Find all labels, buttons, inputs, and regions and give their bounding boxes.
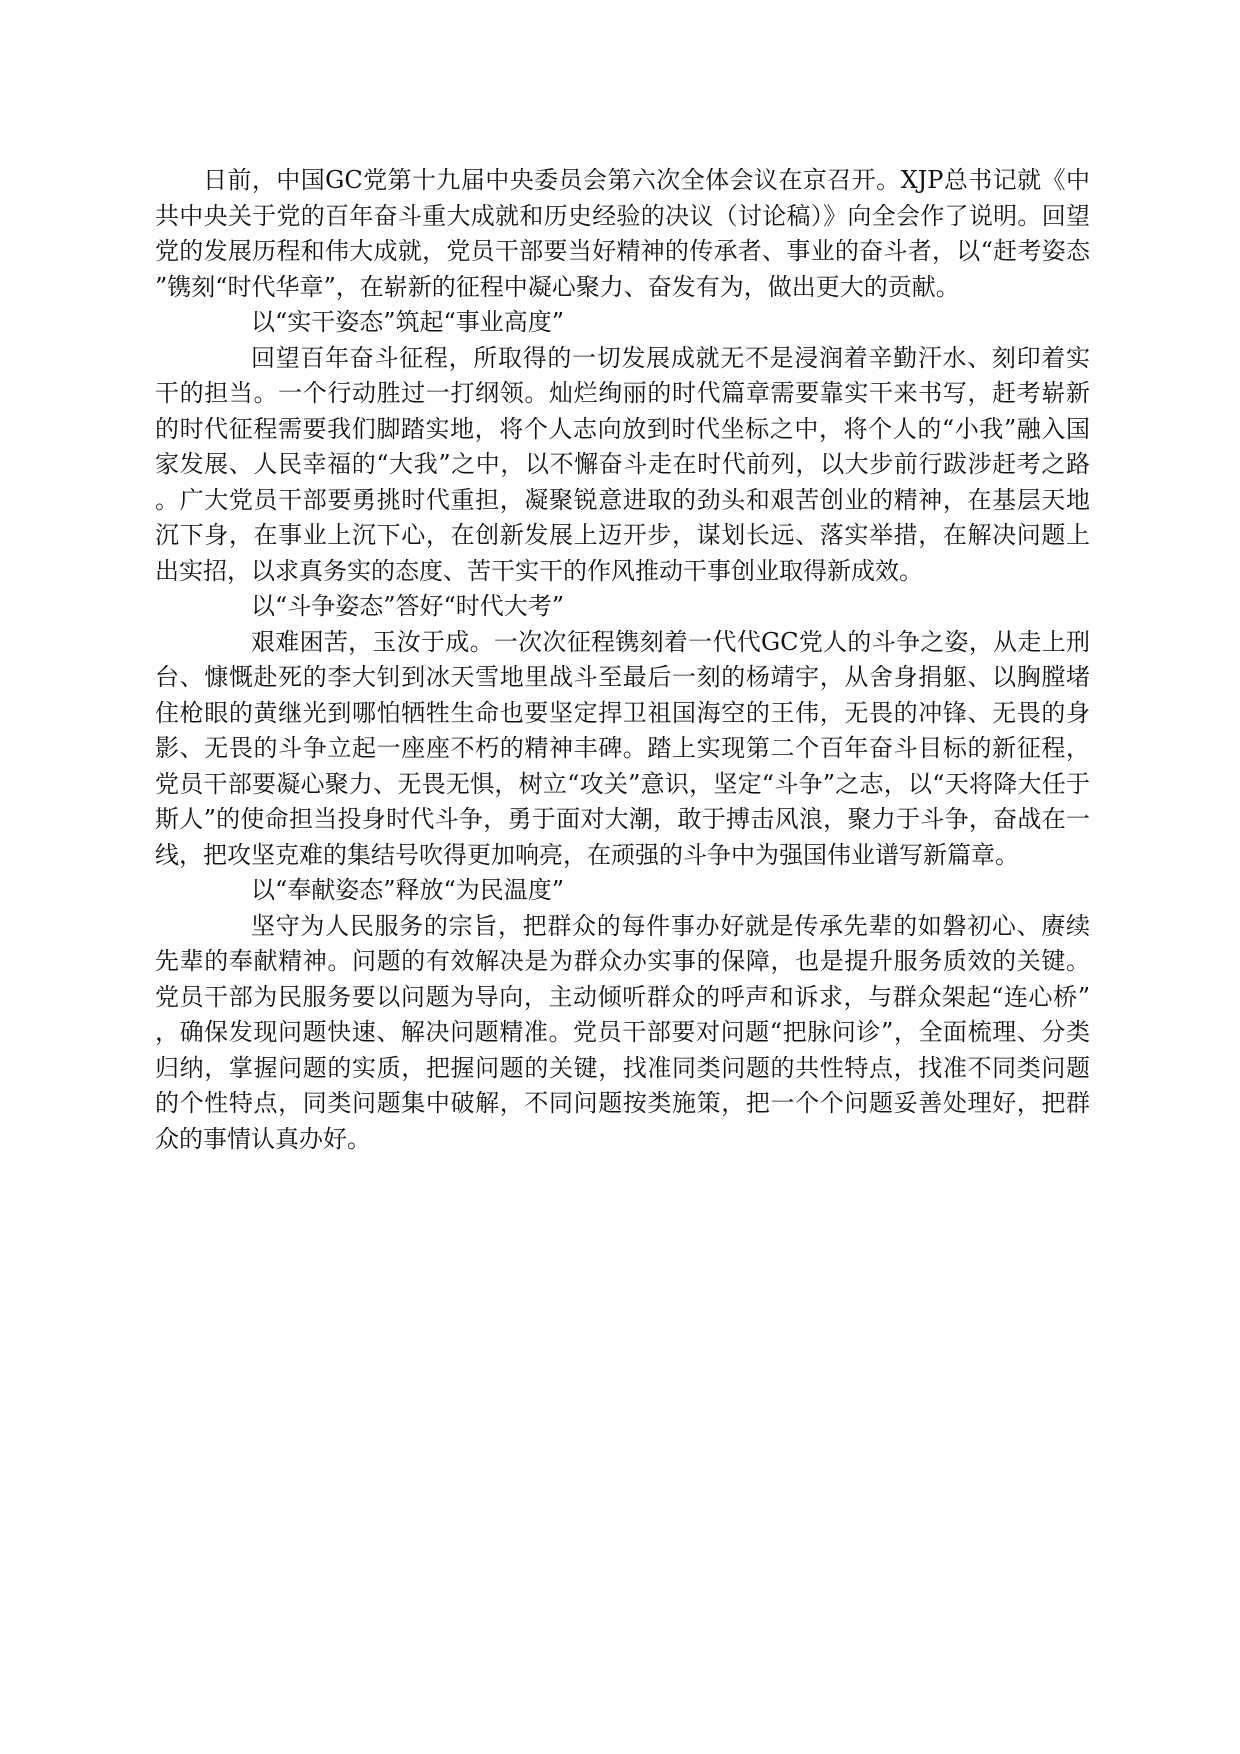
document-body <box>155 163 1090 1157</box>
section-paragraph-1: 回望百年奋斗征程，所取得的一切发展成就无不是浸润着辛勤汗水、刻印着实干的担当。一个行动胜过一打纲领。灿烂绚丽的时代篇章需要靠实干来书写，赶考崭新的时代征程需要我们脚踏实地，将个人志向放到时代坐标之中，将个人的“小我”融入国家发展、人民幸福的“大我”之中，以不懈奋斗走在时代前列，以大步前行跋涉赶考之路。广大党员干部要勇挑时代重担，凝聚锐意进取的劲头和艰苦创业的精神，在基层天地沉下身，在事业上沉下心，在创新发展上迈开步，谋划长远、落实举措，在解决问题上出实招，以求真务实的态度、苦干实干的作风推动干事创业取得新成效。 <box>155 343 1090 585</box>
section-heading-2: 以“斗争姿态”答好“时代大考” <box>251 592 565 620</box>
section-paragraph-2: 艰难困苦，玉汝于成。一次次征程镌刻着一代代GC党人的斗争之姿，从走上刑台、慷慨赴死的李大钊到冰天雪地里战斗至最后一刻的杨靖宇，从舍身捐躯、以胸膛堵住枪眼的黄继光到哪怕牺牲生命也要坚定捍卫祖国海空的王伟，无畏的冲锋、无畏的身影、无畏的斗争立起一座座不朽的精神丰碑。踏上实现第二个百年奋斗目标的新征程，党员干部要凝心聚力、无畏无惧，树立“攻关”意识，坚定“斗争”之志，以“天将降大任于斯人”的使命担当投身时代斗争，勇于面对大潮，敢于搏击风浪，聚力于斗争，奋战在一线，把攻坚克难的集结号吹得更加响亮，在顽强的斗争中为强国伟业谱写新篇章。 <box>155 627 1090 869</box>
section-paragraph-3: 坚守为人民服务的宗旨，把群众的每件事办好就是传承先辈的如磐初心、赓续先辈的奉献精神。问题的有效解决是为群众办实事的保障，也是提升服务质效的关键。党员干部为民服务要以问题为导向，主动倾听群众的呼声和诉求，与群众架起“连心桥”，确保发现问题快速、解决问题精准。党员干部要对问题“把脉问诊”，全面梳理、分类归纳，掌握问题的实质，把握问题的关键，找准同类问题的共性特点，找准不同类问题的个性特点，同类问题集中破解，不同问题按类施策，把一个个问题妥善处理好，把群众的事情认真办好。 <box>155 911 1090 1153</box>
section-heading-3: 以“奉献姿态”释放“为民温度” <box>251 876 565 904</box>
intro-paragraph: 日前，中国GC党第十九届中央委员会第六次全体会议在京召开。XJP总书记就《中共中央关于党的百年奋斗重大成就和历史经验的决议（讨论稿）》向全会作了说明。回望党的发展历程和伟大成就，党员干部要当好精神的传承者、事业的奋斗者，以“赶考姿态”镌刻“时代华章”，在崭新的征程中凝心聚力、奋发有为，做出更大的贡献。 <box>155 166 1090 301</box>
section-heading-1: 以“实干姿态”筑起“事业高度” <box>251 308 565 336</box>
